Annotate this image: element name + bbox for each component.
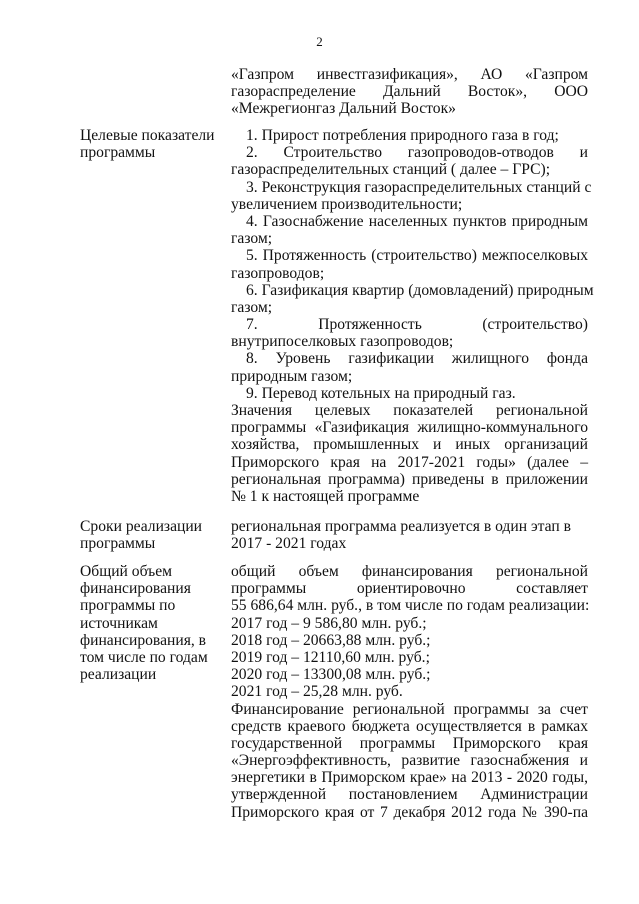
intro-line: «Газпром инвестгазификация», АО «Газпром — [231, 66, 588, 83]
label-line: Сроки реализации — [80, 518, 203, 535]
target-line: 1. Прирост потребления природного газа в год; — [246, 127, 559, 144]
target-line: газораспределительных станций ( далее – ГРС); — [231, 161, 551, 179]
funding-value — [231, 563, 588, 821]
target-line: 9. Перевод котельных на природный газ. — [246, 384, 516, 402]
target-line: 8. Уровень газификации жилищного фонда — [246, 350, 588, 368]
target-line: № 1 к настоящей программе — [231, 487, 420, 505]
target-line: газом; — [231, 230, 273, 248]
funding-line: утвержденной постановлением Администрации — [231, 786, 588, 804]
label-line: Целевые показатели — [80, 127, 215, 144]
target-line: внутрипоселковых газопроводов; — [231, 333, 454, 351]
target-line: 3. Реконструкция газораспределительных станций с — [246, 178, 592, 196]
target-line: 5. Протяженность (строительство) межпоселковых — [246, 247, 588, 265]
target-line: 4. Газоснабжение населенных пунктов природным — [246, 212, 588, 230]
intro-line: газораспределение Дальний Восток», ООО — [231, 83, 588, 101]
funding-line: программы ориентировочно составляет — [231, 580, 588, 598]
intro-line: «Межрегионгаз Дальний Восток» — [231, 100, 456, 118]
funding-line: средств краевого бюджета осуществляется в рамках — [231, 717, 588, 735]
terms-line: 2017 - 2021 годах — [231, 535, 347, 553]
funding-year-line: 2018 год – 20663,88 млн. руб.; — [231, 631, 431, 649]
funding-line: «Энергоэффективность, развитие газоснабжения и — [231, 752, 588, 770]
page-number: 2 — [316, 34, 323, 49]
funding-line: 55 686,64 млн. руб., в том числе по годам реализации: — [231, 597, 590, 615]
label-line: финансирования, в — [80, 631, 207, 649]
terms-line: региональная программа реализуется в один этап в — [231, 518, 571, 535]
label-line: программы — [80, 535, 156, 553]
label-line: программы — [80, 144, 156, 162]
target-line: 2. Строительство газопроводов-отводов и — [246, 144, 588, 162]
label-line: программы по — [80, 597, 176, 615]
label-line: финансирования — [80, 580, 191, 598]
funding-year-line: 2019 год – 12110,60 млн. руб.; — [231, 648, 430, 666]
funding-line: государственной программы Приморского края — [231, 734, 588, 752]
funding-label — [80, 563, 212, 683]
label-line: Общий объем — [80, 563, 172, 580]
funding-line: энергетики в Приморском крае» на 2013 - 2020 годы, — [231, 769, 588, 787]
target-line: Приморского края на 2017-2021 годы» (далее – — [231, 453, 588, 471]
target-line: региональная программа) приведены в приложении — [231, 470, 588, 488]
target-line: увеличением производительности; — [231, 195, 463, 213]
terms-value — [231, 518, 588, 552]
targets-label — [80, 127, 215, 162]
target-line: газом; — [231, 298, 273, 316]
funding-line: общий объем финансирования региональной — [231, 563, 588, 580]
target-line: Значения целевых показателей региональной — [231, 402, 588, 419]
funding-year-line: 2020 год – 13300,08 млн. руб.; — [231, 666, 431, 684]
funding-year-line: 2021 год – 25,28 млн. руб. — [231, 683, 403, 701]
targets-value — [231, 127, 594, 505]
target-line: природным газом; — [231, 367, 353, 385]
label-line: реализации — [80, 666, 157, 684]
target-line: 7. Протяженность (строительство) — [246, 316, 588, 334]
label-line: источникам — [80, 614, 158, 632]
target-line: газопроводов; — [231, 264, 325, 282]
intro-text — [231, 66, 588, 118]
target-line: 6. Газификация квартир (домовладений) природным — [246, 281, 594, 299]
terms-label — [80, 518, 212, 552]
target-line: программы «Газификация жилищно-коммунального — [231, 419, 588, 437]
funding-line: Финансирование региональной программы за счет — [231, 700, 588, 718]
funding-line: Приморского края от 7 декабря 2012 года № 390-па — [231, 803, 588, 821]
funding-year-line: 2017 год – 9 586,80 млн. руб.; — [231, 614, 427, 632]
target-line: хозяйства, промышленных и иных организаций — [231, 436, 588, 454]
label-line: том числе по годам — [80, 648, 208, 666]
